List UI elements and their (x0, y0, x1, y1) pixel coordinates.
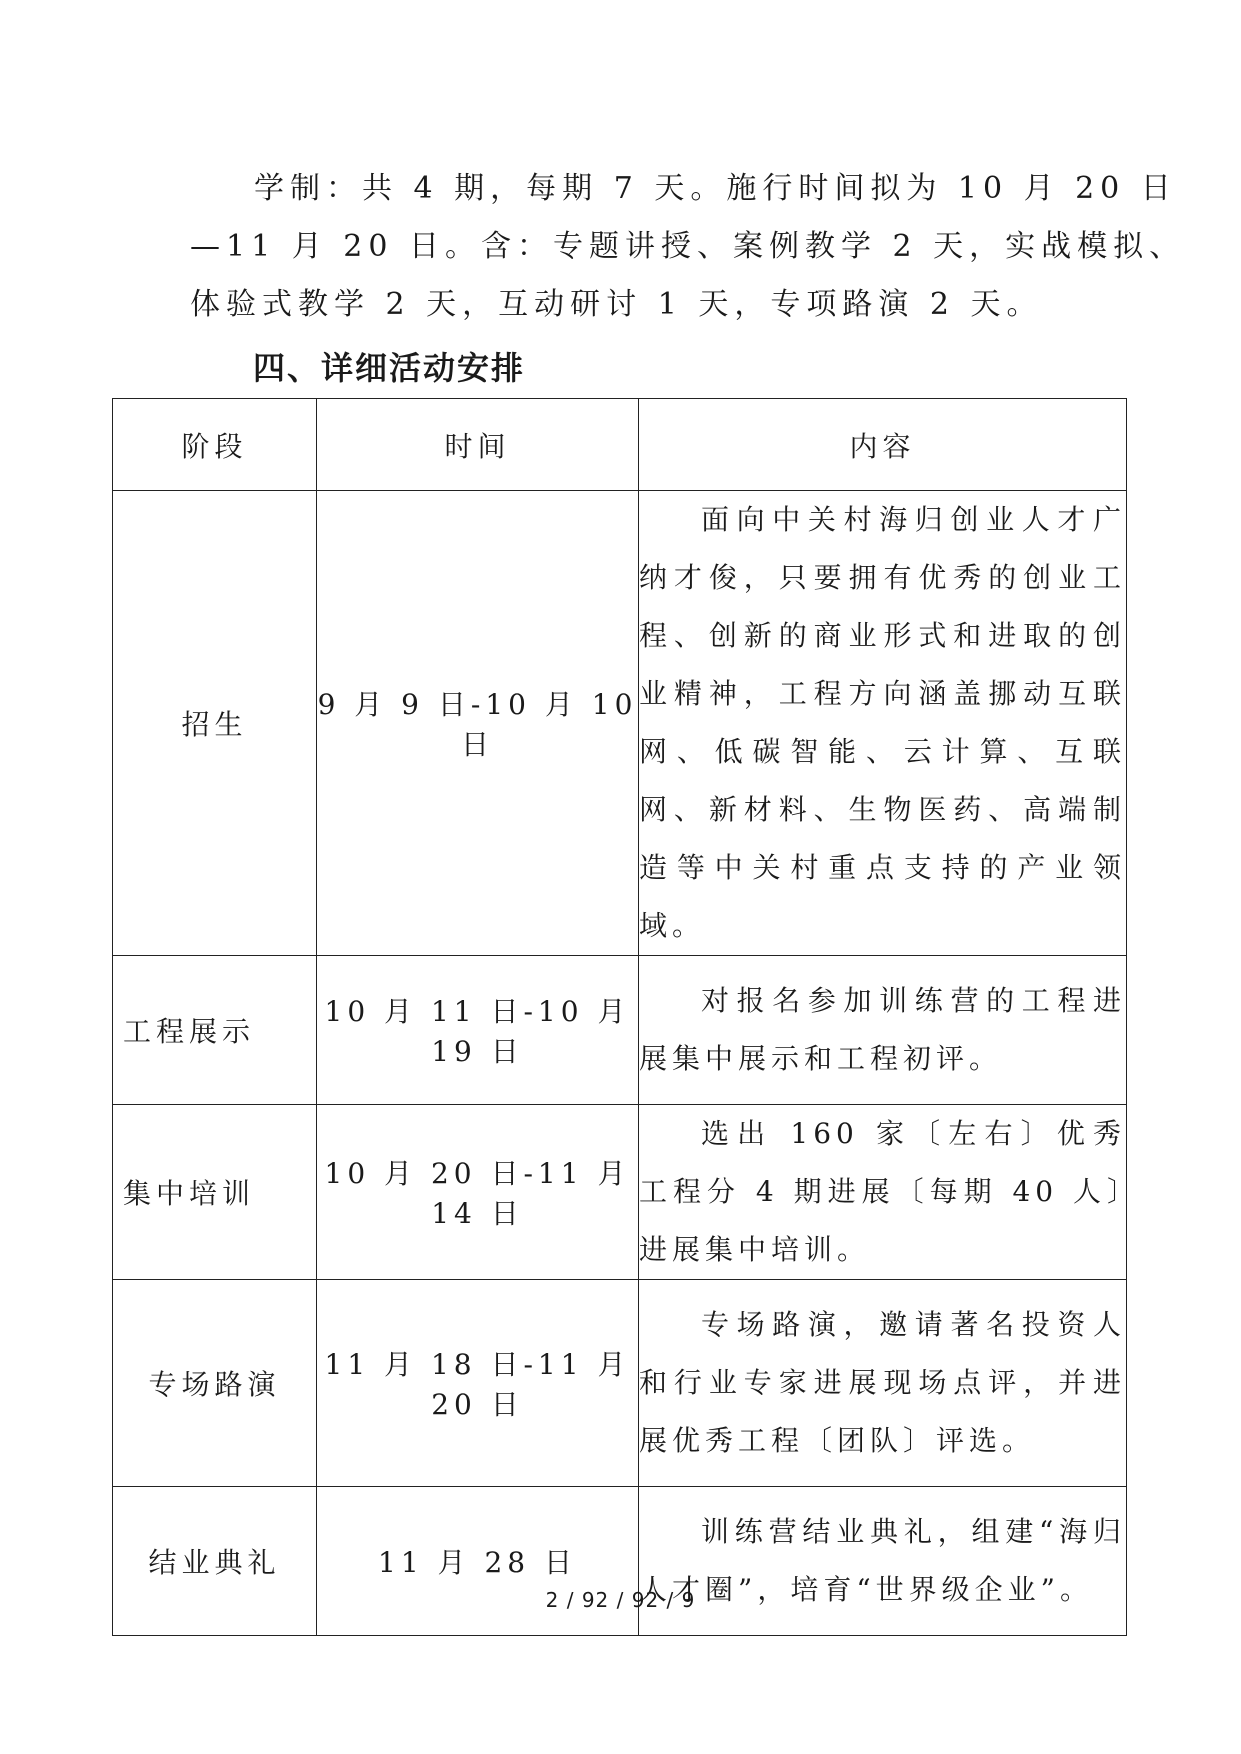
content-cell (639, 1105, 1127, 1280)
table-row (113, 1487, 1127, 1636)
table-row (113, 1280, 1127, 1487)
time-cell: 11 月 18 日-11 月 20 日 (317, 1280, 639, 1487)
table-header-row (113, 399, 1127, 491)
intro-paragraph (190, 160, 1186, 334)
intro-line: —11 月 20 日。含：专题讲授、案例教学 2 天，实战模拟、 (190, 229, 1186, 264)
content-text: 对报名参加训练营的工程进展集中展示和工程初评。 (639, 984, 1126, 1075)
column-header-stage: 阶段 (113, 399, 317, 491)
content-cell (639, 1487, 1127, 1636)
content-text: 面向中关村海归创业人才广纳才俊，只要拥有优秀的创业工程、创新的商业形式和进取的创业精神，工程方向涵盖挪动互联网、低碳智能、云计算、互联网、新材料、生物医药、高端制造等中关村重点支持的产业领域。 (639, 503, 1126, 942)
table-row (113, 491, 1127, 956)
content-text: 选出 160 家〔左右〕优秀工程分 4 期进展〔每期 40 人〕进展集中培训。 (639, 1117, 1126, 1266)
stage-cell: 招生 (113, 491, 317, 956)
schedule-table (112, 398, 1127, 1636)
content-cell (639, 491, 1127, 956)
intro-line: 体验式教学 2 天，互动研讨 1 天，专项路演 2 天。 (190, 287, 1043, 322)
table-row (113, 956, 1127, 1105)
table-row (113, 1105, 1127, 1280)
stage-cell: 集中培训 (113, 1105, 317, 1280)
column-header-time: 时间 (317, 399, 639, 491)
time-cell: 11 月 28 日 (317, 1487, 639, 1636)
content-text: 专场路演，邀请著名投资人和行业专家进展现场点评，并进展优秀工程〔团队〕评选。 (639, 1308, 1126, 1457)
stage-cell: 专场路演 (113, 1280, 317, 1487)
stage-cell: 结业典礼 (113, 1487, 317, 1636)
time-cell: 10 月 20 日-11 月 14 日 (317, 1105, 639, 1280)
content-text: 训练营结业典礼，组建“海归人才圈”，培育“世界级企业”。 (639, 1515, 1126, 1606)
content-cell (639, 1280, 1127, 1487)
section-heading: 四、详细活动安排 (253, 349, 526, 387)
page-number-footer: 2 / 92 / 92 / 9 (545, 1588, 696, 1612)
stage-cell: 工程展示 (113, 956, 317, 1105)
time-cell: 9 月 9 日-10 月 10 日 (317, 491, 639, 956)
time-cell: 10 月 11 日-10 月 19 日 (317, 956, 639, 1105)
intro-line: 学制：共 4 期，每期 7 天。施行时间拟为 10 月 20 日 (254, 171, 1177, 206)
column-header-content: 内容 (639, 399, 1127, 491)
content-cell (639, 956, 1127, 1105)
